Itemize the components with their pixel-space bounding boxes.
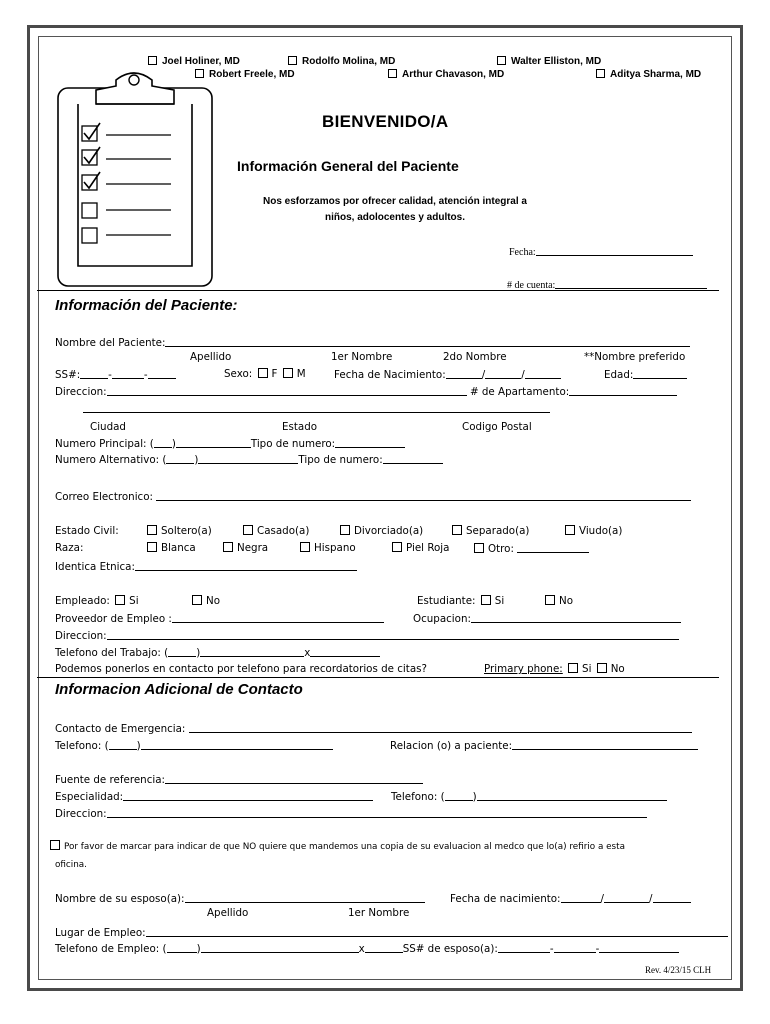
patient-section-title: Información del Paciente: <box>55 297 238 314</box>
checkbox-icon[interactable] <box>147 525 157 535</box>
checkbox-icon[interactable] <box>148 56 157 65</box>
checkbox-icon[interactable] <box>223 542 233 552</box>
doctor-option-2[interactable] <box>288 56 395 67</box>
area-code-line[interactable] <box>154 437 172 448</box>
date-line[interactable] <box>446 368 482 379</box>
doctor-option-3[interactable] <box>497 56 601 67</box>
phone-line[interactable] <box>176 437 251 448</box>
no-label: No <box>610 663 625 675</box>
option-label: Divorciado(a) <box>354 525 424 537</box>
raza-option[interactable] <box>145 542 196 554</box>
checkbox-icon[interactable] <box>258 368 268 378</box>
ss-line[interactable] <box>80 368 108 379</box>
direccion-line[interactable] <box>107 385 467 396</box>
option-label: Negra <box>237 542 269 554</box>
checkbox-icon[interactable] <box>481 595 491 605</box>
option-label: Casado(a) <box>257 525 310 537</box>
doctor-name: Aditya Sharma, MD <box>610 69 702 80</box>
sexo-label: Sexo: <box>224 368 253 380</box>
fecha-line[interactable] <box>536 245 693 256</box>
checkbox-icon[interactable] <box>300 542 310 552</box>
correo-line[interactable] <box>156 490 691 501</box>
doctor-name: Walter Elliston, MD <box>511 56 602 67</box>
phone-line[interactable] <box>198 453 298 464</box>
extension-label: x <box>304 647 311 659</box>
edad-label: Edad: <box>604 369 634 381</box>
checkbox-icon[interactable] <box>596 69 605 78</box>
revision-note: Rev. 4/23/15 CLH <box>645 965 712 975</box>
tel-trabajo-field[interactable]: Telefono del Trabajo: ( ) x <box>55 646 380 659</box>
page-title: BIENVENIDO/A <box>322 112 449 131</box>
tipo-numero-line[interactable] <box>335 437 405 448</box>
option-label: Soltero(a) <box>161 525 212 537</box>
tel-empleo-field[interactable]: Telefono de Empleo: ( ) x SS# de esposo(a): - - <box>55 942 679 955</box>
checkbox-icon[interactable] <box>288 56 297 65</box>
primary-phone-field <box>484 663 625 675</box>
correo-field[interactable] <box>55 490 691 503</box>
apartamento-field[interactable] <box>470 385 677 398</box>
checkbox-icon[interactable] <box>147 542 157 552</box>
tipo-numero-line[interactable] <box>383 453 443 464</box>
fecha-nacimiento-label: Fecha de Nacimiento: <box>334 369 446 381</box>
ss-label: SS#: <box>55 369 81 381</box>
checkbox-icon[interactable] <box>388 69 397 78</box>
fecha-nacimiento-esposo-field[interactable]: Fecha de nacimiento: / / <box>450 892 691 905</box>
nombre-line[interactable] <box>165 336 690 347</box>
clipboard-icon <box>56 68 216 293</box>
tel-empleo-label: Telefono de Empleo: ( <box>55 943 167 955</box>
ocupacion-line[interactable] <box>471 612 681 623</box>
ss-line[interactable] <box>599 942 679 953</box>
primer-nombre-caption: 1er Nombre <box>348 907 410 919</box>
si-label: Si <box>494 595 505 607</box>
nombre-label: Nombre del Paciente: <box>55 337 166 349</box>
otro-line[interactable] <box>517 542 589 553</box>
area-code-line[interactable] <box>167 942 197 953</box>
page-subtitle: Información General del Paciente <box>237 158 459 174</box>
checkbox-icon[interactable] <box>50 840 60 850</box>
date-line[interactable] <box>604 892 649 903</box>
intro-text <box>220 194 570 226</box>
telefono-label: Telefono: ( <box>55 740 109 752</box>
lugar-empleo-label: Lugar de Empleo: <box>55 927 146 939</box>
date-line[interactable] <box>525 368 561 379</box>
si-label: Si <box>582 663 592 675</box>
direccion-field[interactable] <box>55 385 467 398</box>
checkbox-icon[interactable] <box>243 525 253 535</box>
doctor-name: Rodolfo Molina, MD <box>302 56 396 67</box>
ciudad-caption: Ciudad <box>90 421 126 433</box>
esposo-field[interactable] <box>55 892 425 905</box>
sexo-m-label: M <box>296 368 306 380</box>
ss-line[interactable] <box>554 942 596 953</box>
direccion-label: Direccion: <box>55 630 107 642</box>
checkbox-icon[interactable] <box>565 525 575 535</box>
edad-field[interactable] <box>604 368 687 381</box>
referencia-field[interactable] <box>55 773 423 786</box>
proveedor-field[interactable] <box>55 612 384 625</box>
option-label: Blanca <box>161 542 196 554</box>
empleado-label: Empleado: <box>55 595 110 607</box>
estado-civil-option[interactable] <box>145 525 212 537</box>
checkbox-icon[interactable] <box>568 663 578 673</box>
direccion-line[interactable] <box>107 629 679 640</box>
section-divider <box>37 290 719 291</box>
segundo-nombre-caption: 2do Nombre <box>443 351 507 363</box>
telefono-referencia-field[interactable]: Telefono: ( ) <box>391 790 667 803</box>
raza-label: Raza: <box>55 542 84 554</box>
lugar-empleo-field[interactable] <box>55 926 728 939</box>
ocupacion-label: Ocupacion: <box>413 613 471 625</box>
doctor-option-6[interactable] <box>596 69 701 80</box>
primary-phone-label: Primary phone: <box>484 663 563 675</box>
correo-label: Correo Electronico: <box>55 491 153 503</box>
fecha-nacimiento-field[interactable]: Fecha de Nacimiento: / / <box>334 368 561 381</box>
option-label: Hispano <box>314 542 356 554</box>
no-label: No <box>206 595 221 607</box>
numero-principal-field[interactable]: Numero Principal: ( ) Tipo de numero: <box>55 437 405 450</box>
doctor-name: Robert Freele, MD <box>209 69 295 80</box>
especialidad-label: Especialidad: <box>55 791 124 803</box>
checkbox-icon[interactable] <box>497 56 506 65</box>
fecha-label: Fecha: <box>509 247 536 258</box>
primer-nombre-caption: 1er Nombre <box>331 351 393 363</box>
codigo-postal-caption: Codigo Postal <box>462 421 532 433</box>
doctor-option-5[interactable] <box>388 69 504 80</box>
checkbox-icon[interactable] <box>452 525 462 535</box>
consent-text-continued: oficina. <box>55 860 87 870</box>
nombre-field[interactable] <box>55 336 690 349</box>
phone-line[interactable] <box>201 942 359 953</box>
date-line[interactable] <box>561 892 601 903</box>
numero-principal-label: Numero Principal: ( <box>55 438 154 450</box>
estado-civil-option[interactable] <box>563 525 622 537</box>
checkbox-icon[interactable] <box>545 595 555 605</box>
fecha-field[interactable] <box>509 245 693 258</box>
area-code-line[interactable] <box>109 739 137 750</box>
referencia-label: Fuente de referencia: <box>55 774 166 786</box>
cuenta-line[interactable] <box>555 278 707 289</box>
referencia-line[interactable] <box>165 773 423 784</box>
edad-line[interactable] <box>633 368 687 379</box>
estado-civil-option[interactable] <box>450 525 529 537</box>
direccion-referencia-field[interactable] <box>55 807 647 820</box>
raza-option[interactable] <box>472 542 589 555</box>
tel-trabajo-label: Telefono del Trabajo: ( <box>55 647 169 659</box>
direccion-label: Direccion: <box>55 808 107 820</box>
checkbox-icon[interactable] <box>597 663 607 673</box>
emergencia-line[interactable] <box>189 722 692 733</box>
esposo-label: Nombre de su esposo(a): <box>55 893 185 905</box>
option-label: Otro: <box>488 543 514 555</box>
relacion-field[interactable] <box>390 739 698 752</box>
tipo-numero-label: Tipo de numero: <box>250 438 336 450</box>
phone-line[interactable] <box>141 739 333 750</box>
area-code-line[interactable] <box>445 790 473 801</box>
etnica-line[interactable] <box>135 560 357 571</box>
extension-line[interactable] <box>310 646 380 657</box>
fecha-nacimiento-label: Fecha de nacimiento: <box>450 893 561 905</box>
estado-civil-option[interactable] <box>241 525 309 537</box>
estudiante-field <box>417 595 504 607</box>
consent-checkbox-row[interactable] <box>50 840 625 853</box>
phone-line[interactable] <box>200 646 304 657</box>
si-label: Si <box>129 595 139 607</box>
checkbox-icon[interactable] <box>115 595 125 605</box>
option-label: Piel Roja <box>406 542 450 554</box>
nombre-preferido-caption: **Nombre preferido <box>584 351 686 363</box>
especialidad-line[interactable] <box>123 790 373 801</box>
proveedor-line[interactable] <box>172 612 384 623</box>
extension-label: x <box>358 943 365 955</box>
checkbox-icon[interactable] <box>340 525 350 535</box>
area-code-line[interactable] <box>166 453 194 464</box>
sexo-field <box>224 368 306 380</box>
raza-option[interactable] <box>298 542 356 554</box>
doctor-name: Joel Holiner, MD <box>162 56 240 67</box>
tipo-numero-label: Tipo de numero: <box>298 454 383 466</box>
proveedor-label: Proveedor de Empleo : <box>55 613 172 625</box>
estado-civil-label: Estado Civil: <box>55 525 119 537</box>
checkbox-icon[interactable] <box>192 595 202 605</box>
extension-line[interactable] <box>365 942 403 953</box>
ss-esposo-label: SS# de esposo(a): <box>402 943 498 955</box>
checkbox-icon[interactable] <box>392 542 402 552</box>
apellido-caption: Apellido <box>190 351 232 363</box>
direccion-empleo-field[interactable] <box>55 629 679 642</box>
emergencia-field[interactable] <box>55 722 692 735</box>
empleado-no-option[interactable] <box>190 595 220 607</box>
relacion-line[interactable] <box>512 739 698 750</box>
estado-caption: Estado <box>282 421 318 433</box>
direccion-line[interactable] <box>107 807 647 818</box>
date-line[interactable] <box>653 892 691 903</box>
checkbox-icon[interactable] <box>283 368 293 378</box>
no-label: No <box>559 595 574 607</box>
section-divider <box>37 677 719 678</box>
apellido-caption: Apellido <box>207 907 249 919</box>
intro-line: niños, adolocentes y adultos. <box>324 212 466 223</box>
telefono-emergencia-field[interactable]: Telefono: ( ) <box>55 739 333 752</box>
area-code-line[interactable] <box>168 646 196 657</box>
raza-option[interactable] <box>390 542 449 554</box>
phone-line[interactable] <box>477 790 667 801</box>
date-line[interactable] <box>485 368 521 379</box>
etnica-field[interactable] <box>55 560 357 573</box>
ciudad-estado-line[interactable] <box>83 412 550 413</box>
ss-line[interactable] <box>112 368 144 379</box>
direccion-label: Direccion: <box>55 386 107 398</box>
apartamento-label: # de Apartamento: <box>470 386 570 398</box>
ocupacion-field[interactable] <box>413 612 681 625</box>
apartamento-line[interactable] <box>569 385 677 396</box>
relacion-label: Relacion (o) a paciente: <box>390 740 513 752</box>
sexo-f-label: F <box>271 368 278 380</box>
option-label: Viudo(a) <box>579 525 623 537</box>
estudiante-label: Estudiante: <box>417 595 476 607</box>
raza-option[interactable] <box>221 542 268 554</box>
especialidad-field[interactable] <box>55 790 373 803</box>
recordatorios-question: Podemos ponerlos en contacto por telefono para recordatorios de citas? <box>55 663 427 675</box>
option-label: Separado(a) <box>466 525 530 537</box>
consent-text: Por favor de marcar para indicar de que NO quiere que mandemos una copia de su evaluacion al medco que lo(a) refirio a esta <box>64 842 625 852</box>
doctor-option-1[interactable] <box>148 56 240 67</box>
lugar-empleo-line[interactable] <box>146 926 728 937</box>
cuenta-label: # de cuenta: <box>507 280 556 291</box>
estudiante-no-option[interactable] <box>543 595 573 607</box>
emergencia-label: Contacto de Emergencia: <box>55 723 186 735</box>
checkbox-icon[interactable] <box>474 543 484 553</box>
doctor-name: Arthur Chavason, MD <box>402 69 505 80</box>
numero-alternativo-label: Numero Alternativo: ( <box>55 454 167 466</box>
telefono-label: Telefono: ( <box>391 791 445 803</box>
ss-line[interactable] <box>498 942 550 953</box>
contact-section-title: Informacion Adicional de Contacto <box>55 681 303 698</box>
ss-line[interactable] <box>148 368 176 379</box>
intro-line: Nos esforzamos por ofrecer calidad, atención integral a <box>263 196 527 207</box>
numero-alternativo-field[interactable]: Numero Alternativo: ( ) Tipo de numero: <box>55 453 443 466</box>
ss-field[interactable]: SS#: - - <box>55 368 176 381</box>
empleado-field <box>55 595 139 607</box>
estado-civil-option[interactable] <box>338 525 423 537</box>
etnica-label: Identica Etnica: <box>55 561 135 573</box>
esposo-line[interactable] <box>185 892 425 903</box>
